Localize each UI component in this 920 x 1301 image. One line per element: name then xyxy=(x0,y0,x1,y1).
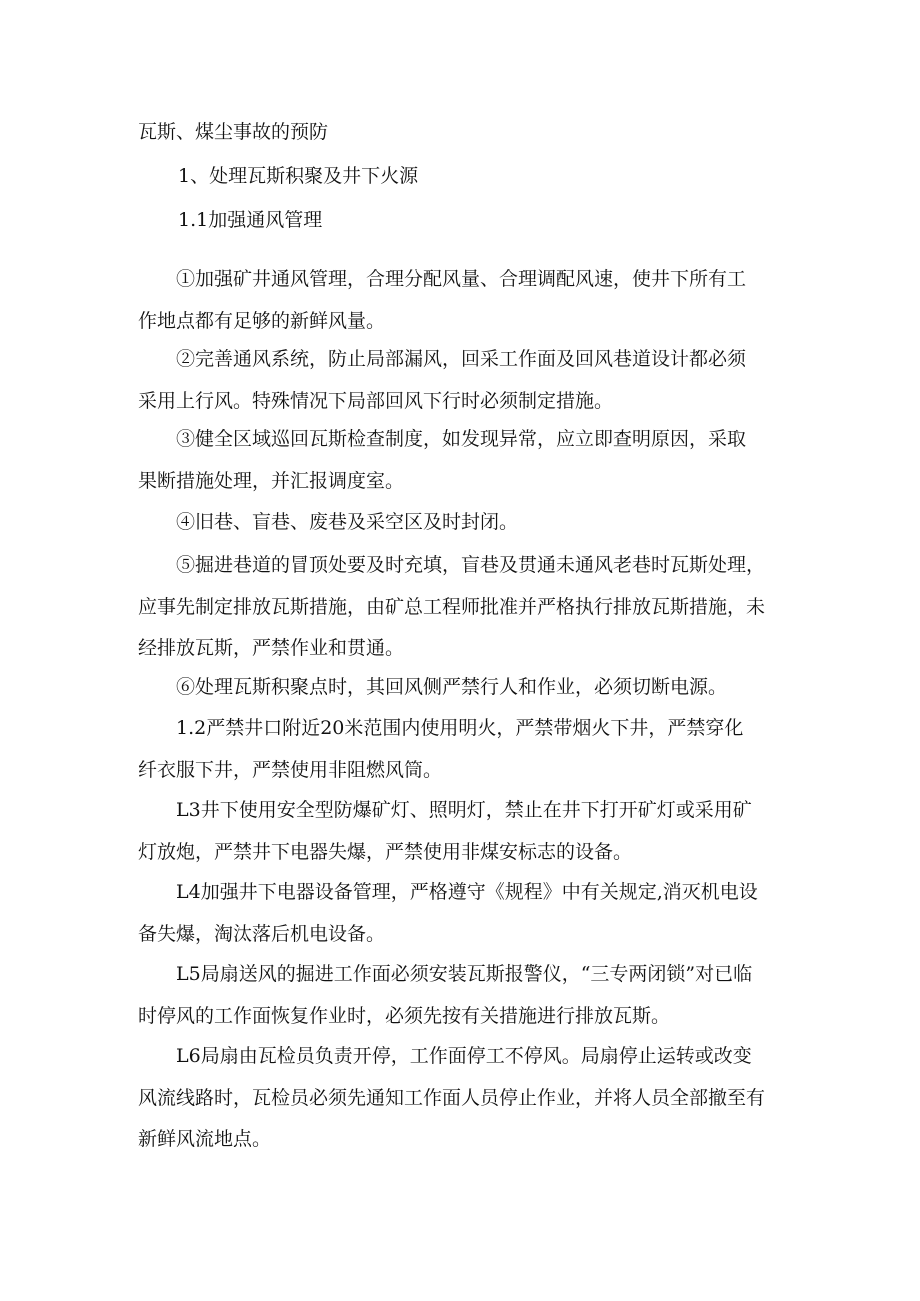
paragraph-1-5 xyxy=(138,954,790,1037)
paragraph-line: 1.2严禁井口附近20米范围内使用明火，严禁带烟火下井，严禁穿化 xyxy=(176,717,744,739)
paragraph-line: ⑥处理瓦斯积聚点时，其回风侧严禁行人和作业，必须切断电源。 xyxy=(176,676,728,698)
paragraph-3 xyxy=(138,419,790,502)
paragraph-4 xyxy=(138,502,790,544)
paragraph-line: 应事先制定排放瓦斯措施，由矿总工程师批准并严格执行排放瓦斯措施，未 xyxy=(138,595,766,618)
paragraph-line: L3井下使用安全型防爆矿灯、照明灯，禁止在井下打开矿灯或采用矿 xyxy=(176,799,752,821)
paragraph-5 xyxy=(138,545,790,670)
paragraph-line: 经排放瓦斯，严禁作业和贯通。 xyxy=(138,637,405,659)
paragraph-line: L6局扇由瓦检员负责开停，工作面停工不停风。局扇停止运转或改变 xyxy=(176,1045,752,1067)
paragraph-line: ①加强矿井通风管理，合理分配风量、合理调配风速，使井下所有工 xyxy=(176,268,747,290)
paragraph-2 xyxy=(138,339,790,422)
section-heading-1: 1、处理瓦斯积聚及井下火源 xyxy=(178,165,419,187)
paragraph-1-4 xyxy=(138,872,790,955)
paragraph-line: 灯放炮，严禁井下电器失爆，严禁使用非煤安标志的设备。 xyxy=(138,840,633,863)
subsection-heading-1-1: 1.1加强通风管理 xyxy=(178,209,323,231)
paragraph-1-6 xyxy=(138,1036,790,1161)
paragraph-line: 备失爆，淘汰落后机电设备。 xyxy=(138,922,386,945)
paragraph-line: L4加强井下电器设备管理，严格遵守《规程》中有关规定,消灭机电设 xyxy=(176,881,758,903)
paragraph-line: ②完善通风系统，防止局部漏风，回采工作面及回风巷道设计都必须 xyxy=(176,348,747,370)
paragraph-line: 时停风的工作面恢复作业时，必须先按有关措施进行排放瓦斯。 xyxy=(138,1004,671,1027)
document-title: 瓦斯、煤尘事故的预防 xyxy=(138,121,329,143)
paragraph-line: ④旧巷、盲巷、废巷及采空区及时封闭。 xyxy=(176,511,519,533)
paragraph-6 xyxy=(138,667,790,709)
paragraph-line: L5局扇送风的掘进工作面必须安装瓦斯报警仪，“三专两闭锁”对已临 xyxy=(176,963,753,985)
paragraph-line: 纤衣服下井，严禁使用非阻燃风筒。 xyxy=(138,758,443,781)
paragraph-line: ③健全区域巡回瓦斯检查制度，如发现异常，应立即查明原因，采取 xyxy=(176,428,747,450)
paragraph-line: 新鲜风流地点。 xyxy=(138,1128,272,1150)
paragraph-line: 作地点都有足够的新鲜风量。 xyxy=(138,309,386,332)
paragraph-line: 风流线路时，瓦检员必须先通知工作面人员停止作业，并将人员全部撤至有 xyxy=(138,1086,766,1109)
paragraph-line: 采用上行风。特殊情况下局部回风下行时必须制定措施。 xyxy=(138,389,614,412)
paragraph-1-2 xyxy=(138,708,790,791)
paragraph-line: ⑤掘进巷道的冒顶处要及时充填，盲巷及贯通未通风老巷时瓦斯处理， xyxy=(176,554,766,576)
paragraph-1-3 xyxy=(138,790,790,873)
paragraph-line: 果断措施处理，并汇报调度室。 xyxy=(138,469,405,492)
paragraph-1 xyxy=(138,259,790,342)
